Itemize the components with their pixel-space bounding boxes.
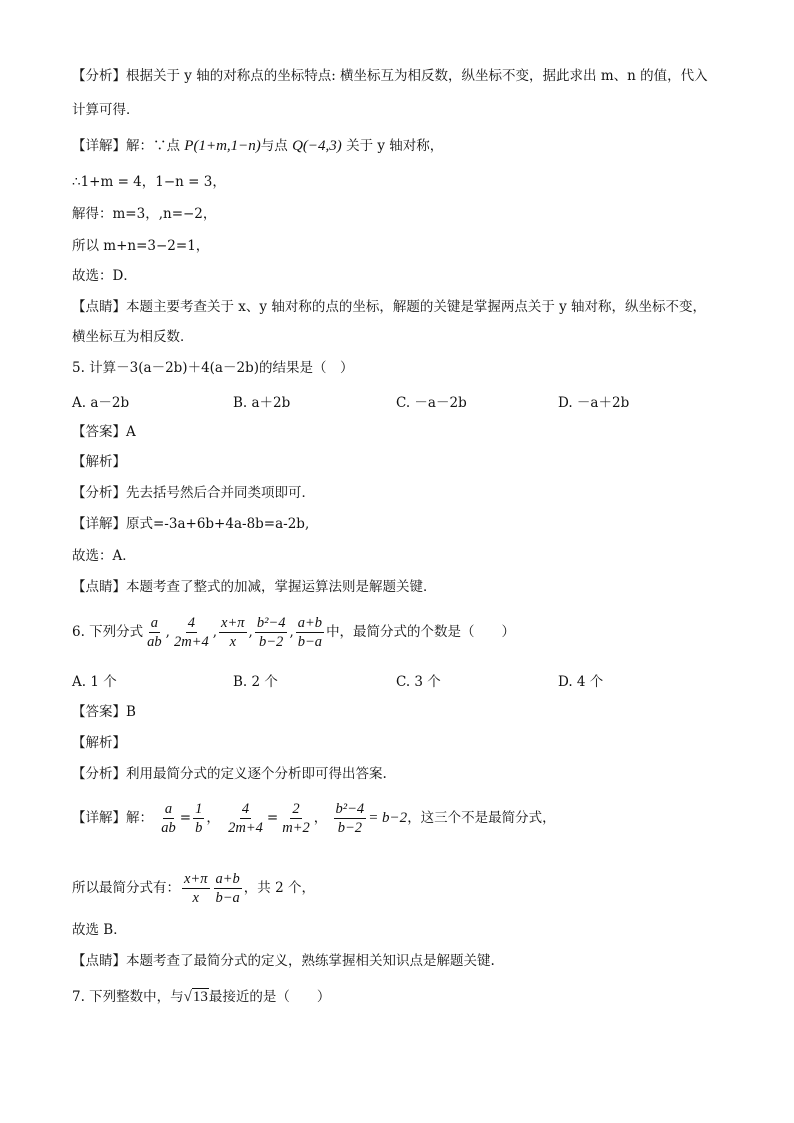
- denominator: ab: [147, 634, 162, 650]
- q6-stem: 6. 下列分式 $\frac{a}{ab}$ , $\frac{4}{2m+4}$ , $\frac{x+\pi}{x}$ , $\frac{\text{b²−4}}{b-2}$ , $\frac{a+b}{b-a}$ 中，最简分式的个数是（ ）: [72, 615, 516, 650]
- answer-value: A: [126, 424, 136, 440]
- q6-result: [72, 870, 315, 907]
- result-fraction-1: [182, 870, 210, 907]
- denominator: x: [229, 634, 236, 650]
- detail-prefix: 解：: [126, 810, 153, 826]
- result-prefix: 所以最简分式有：: [72, 880, 180, 896]
- denominator: 2m+4: [228, 820, 263, 836]
- result-suffix: ，共 2 个，: [243, 880, 315, 896]
- denominator: m+2: [282, 820, 310, 836]
- q6-analysis: [72, 764, 387, 784]
- analysis-text: 先去括号然后合并同类项即可．: [126, 485, 315, 501]
- numerator: x+π: [221, 615, 245, 631]
- q6-jiexi-label: 【解析】: [72, 735, 126, 751]
- q5-option-d: D. －a＋2b: [558, 395, 630, 411]
- q5-analysis: [72, 483, 315, 503]
- q4-comment: [72, 297, 706, 317]
- denominator: b−2: [337, 820, 363, 836]
- eq2-left: [226, 800, 265, 837]
- stem-prefix: 6. 下列分式: [72, 624, 144, 640]
- radicand: 13: [192, 989, 208, 1005]
- comment-label: 【点睛】: [72, 299, 126, 315]
- detail-label: 【详解】: [72, 138, 126, 154]
- numerator: 4: [241, 801, 250, 817]
- fraction-3: [219, 614, 247, 651]
- numerator: 2: [292, 801, 300, 817]
- fraction-1: [145, 614, 164, 651]
- q6-choose: 故选 B．: [72, 922, 127, 938]
- q5-option-b: B. a＋2b: [233, 395, 291, 411]
- q6-option-b: B. 2 个: [233, 674, 278, 690]
- analysis-text: 利用最简分式的定义逐个分析即可得出答案.: [126, 766, 387, 782]
- q4-detail: [72, 136, 443, 156]
- detail-label: 【详解】: [72, 810, 126, 826]
- detail-label: 【详解】: [72, 516, 126, 532]
- numerator: x+π: [184, 871, 208, 887]
- point-q: Q(−4,3): [292, 138, 342, 154]
- numerator: a+b: [215, 871, 240, 887]
- q4-analysis-cont: 计算可得．: [72, 102, 140, 118]
- analysis-label: 【分析】: [72, 68, 126, 84]
- denominator: b−a: [215, 890, 240, 906]
- fraction-2: [172, 614, 211, 651]
- q4-analysis: [72, 66, 708, 86]
- q5-answer: [72, 422, 136, 442]
- q5-comment: [72, 577, 437, 597]
- numerator: a+b: [297, 615, 323, 631]
- eq1-left: [159, 800, 178, 837]
- denominator: x: [192, 890, 199, 906]
- q5-jiexi-label: 【解析】: [72, 454, 126, 470]
- stem-suffix: 最接近的是（ ）: [208, 989, 331, 1005]
- answer-label: 【答案】: [72, 704, 126, 720]
- q6-option-d: D. 4 个: [558, 674, 604, 690]
- denominator: 2m+4: [173, 634, 209, 650]
- q5-stem: 5. 计算－3(a－2b)＋4(a－2b)的结果是（ ）: [72, 360, 354, 376]
- eq3-left: [334, 800, 367, 837]
- detail-suffix: ，这三个不是最简分式，: [407, 810, 556, 826]
- q5-option-c: C. －a－2b: [396, 395, 467, 411]
- numerator: a: [164, 801, 173, 817]
- numerator: b²−4: [256, 615, 286, 631]
- detail-text: 原式=-3a+6b+4a-8b=a-2b,: [126, 516, 310, 532]
- analysis-label: 【分析】: [72, 485, 126, 501]
- q4-sum: 所以 m+n=3−2=1，: [72, 238, 210, 254]
- q6-answer: [72, 702, 136, 722]
- comment-text: 本题考查了最简分式的定义，熟练掌握相关知识点是解题关键.: [126, 953, 495, 969]
- numerator: 4: [187, 615, 195, 631]
- detail-suffix: 关于 y 轴对称，: [346, 138, 444, 154]
- q7-stem: [72, 987, 330, 1007]
- denominator: b: [195, 820, 203, 836]
- denominator: b−a: [297, 634, 323, 650]
- detail-mid: 与点: [260, 138, 288, 154]
- numerator: 1: [195, 801, 203, 817]
- answer-value: B: [126, 704, 136, 720]
- q6-option-c: C. 3 个: [396, 674, 441, 690]
- answer-label: 【答案】: [72, 424, 126, 440]
- comment-label: 【点睛】: [72, 953, 126, 969]
- stem-suffix: 中，最简分式的个数是（ ）: [326, 624, 516, 640]
- sqrt-expression: √13: [183, 989, 208, 1005]
- q5-detail: [72, 514, 309, 534]
- q6-comment: [72, 951, 495, 971]
- comment-label: 【点睛】: [72, 579, 126, 595]
- eq1-right: [193, 800, 204, 837]
- fraction-4: [255, 614, 288, 651]
- analysis-text: 根据关于 y 轴的对称点的坐标特点: 横坐标互为相反数，纵坐标不变，据此求出 m、n 的值，代入: [126, 68, 708, 84]
- analysis-label: 【分析】: [72, 766, 126, 782]
- q6-detail: 【详解】解： $\frac{a}{ab}$ = $\frac{1}{b}$ ， $\frac{4}{2m+4}$ = $\frac{2}{m+2}$ ， $\frac{\text{b²−4}}{b-2}$ = b−2，这三个不是最简分式，: [72, 801, 556, 836]
- denominator: b−2: [259, 634, 284, 650]
- q6-option-a: A. 1 个: [72, 674, 117, 690]
- eq2-right: [280, 800, 312, 837]
- fraction-5: [296, 614, 324, 651]
- q4-solve: 解得：m=3，,n=−2，: [72, 206, 217, 222]
- stem-prefix: 7. 下列整数中，与: [72, 989, 184, 1005]
- result-fraction-2: [214, 870, 242, 907]
- numerator: a: [150, 615, 159, 631]
- point-p: P(1+m,1−n): [184, 138, 261, 154]
- q4-choose: 故选：D．: [72, 268, 137, 284]
- comment-text: 本题主要考查关于 x、y 轴对称的点的坐标，解题的关键是掌握两点关于 y 轴对称，纵坐标不变，: [126, 299, 707, 315]
- comment-text: 本题考查了整式的加减，掌握运算法则是解题关键．: [126, 579, 437, 595]
- q4-equations: ∴1+m = 4，1−n = 3，: [72, 174, 226, 190]
- eq3-rhs: = b−2: [368, 810, 408, 826]
- q5-choose: 故选：A．: [72, 548, 136, 564]
- denominator: ab: [161, 820, 176, 836]
- detail-prefix: 解：∵点: [126, 138, 180, 154]
- numerator: b²−4: [335, 801, 365, 817]
- q4-comment-cont: 横坐标互为相反数．: [72, 329, 194, 345]
- q5-option-a: A. a－2b: [72, 395, 130, 411]
